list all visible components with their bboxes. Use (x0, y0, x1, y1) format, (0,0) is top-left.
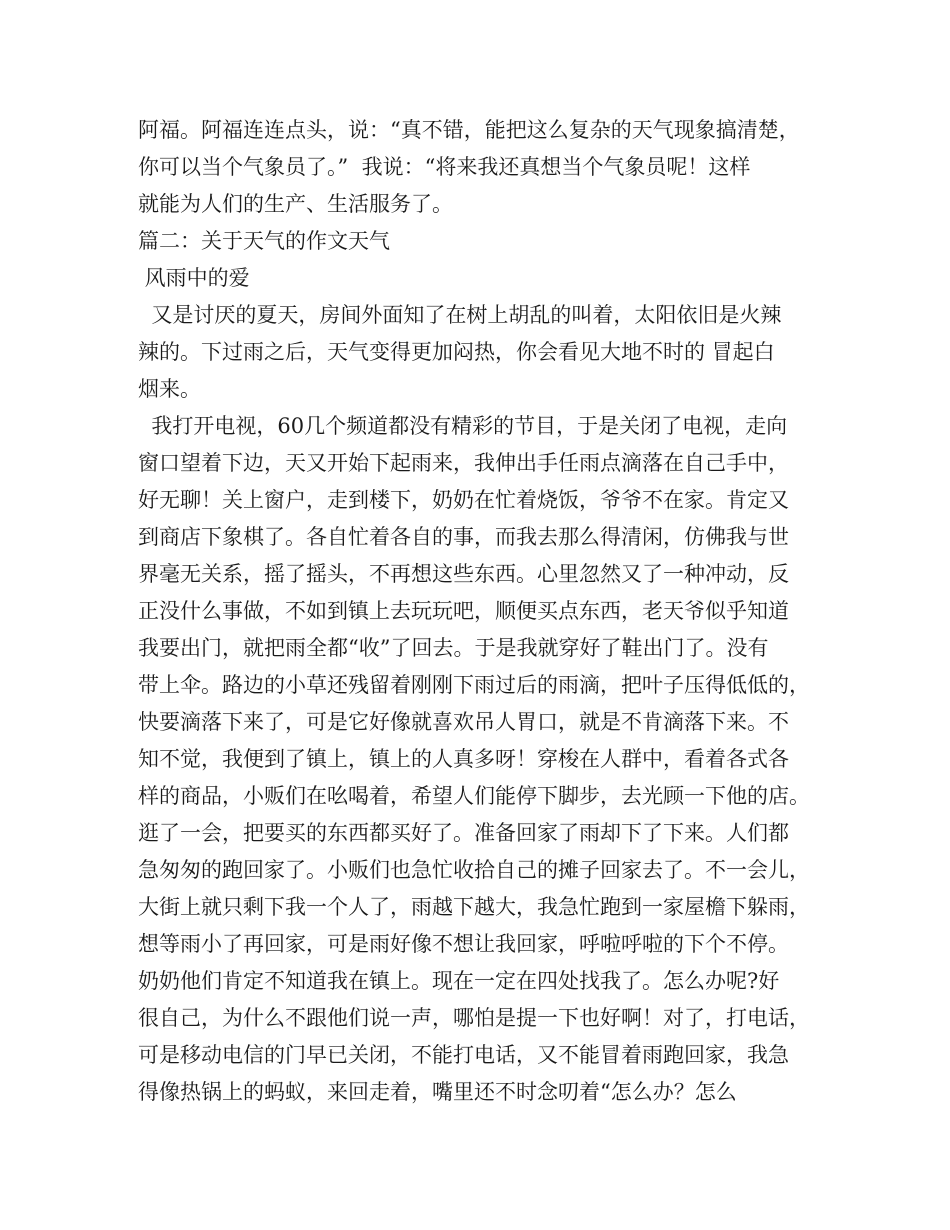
text-line: 大街上就只剩下我一个人了，雨越下越大，我急忙跑到一家屋檐下躲雨， (138, 895, 810, 919)
text-line: 很自己，为什么不跟他们说一声，哪怕是提一下也好啊！对了，打电话， (138, 1006, 810, 1030)
section-heading: 篇二：关于天气的作文天气 (138, 229, 390, 253)
text-line: 你可以当个气象员了。” 我说：“将来我还真想当个气象员呢！这样 (138, 155, 751, 179)
text-line: 到商店下象棋了。各自忙着各自的事，而我去那么得清闲，仿佛我与世 (138, 525, 789, 549)
text-line: 烟来。 (138, 377, 201, 401)
text-line: 我要出门，就把雨全都“收”了回去。于是我就穿好了鞋出门了。没有 (138, 636, 769, 660)
body-text (138, 112, 818, 1111)
text-line: 逛了一会，把要买的东西都买好了。准备回家了雨却下了下来。人们都 (138, 821, 789, 845)
text-line: 就能为人们的生产、生活服务了。 (138, 192, 453, 216)
text-line: 带上伞。路边的小草还残留着刚刚下雨过后的雨滴，把叶子压得低低的， (138, 673, 810, 697)
text-line: 想等雨小了再回家，可是雨好像不想让我回家，呼啦呼啦的下个不停。 (138, 932, 789, 956)
text-line: 得像热锅上的蚂蚁，来回走着，嘴里还不时念叨着“怎么办？怎么 (138, 1080, 737, 1104)
text-line: 我打开电视，60几个频道都没有精彩的节目，于是关闭了电视，走向 (138, 414, 788, 438)
article-title: 风雨中的爱 (138, 266, 250, 290)
text-line: 可是移动电信的门早已关闭，不能打电话，又不能冒着雨跑回家，我急 (138, 1043, 789, 1067)
text-line: 急匆匆的跑回家了。小贩们也急忙收拾自己的摊子回家去了。不一会儿， (138, 858, 810, 882)
text-line: 又是讨厌的夏天，房间外面知了在树上胡乱的叫着，太阳依旧是火辣 (138, 303, 782, 327)
text-line: 快要滴落下来了，可是它好像就喜欢吊人胃口，就是不肯滴落下来。不 (138, 710, 789, 734)
text-line: 阿福。阿福连连点头，说：“真不错，能把这么复杂的天气现象搞清楚， (138, 118, 800, 142)
text-line: 窗口望着下边，天又开始下起雨来，我伸出手任雨点滴落在自己手中， (138, 451, 789, 475)
text-line: 好无聊！关上窗户，走到楼下，奶奶在忙着烧饭，爷爷不在家。肯定又 (138, 488, 789, 512)
text-line: 奶奶他们肯定不知道我在镇上。现在一定在四处找我了。怎么办呢?好 (138, 969, 780, 993)
text-line: 界毫无关系，摇了摇头，不再想这些东西。心里忽然又了一种冲动，反 (138, 562, 789, 586)
text-line: 辣的。下过雨之后，天气变得更加闷热，你会看见大地不时的 冒起白 (138, 340, 775, 364)
text-line: 正没什么事做，不如到镇上去玩玩吧，顺便买点东西，老天爷似乎知道 (138, 599, 789, 623)
text-line: 样的商品，小贩们在吆喝着，希望人们能停下脚步，去光顾一下他的店。 (138, 784, 810, 808)
text-line: 知不觉，我便到了镇上，镇上的人真多呀！穿梭在人群中，看着各式各 (138, 747, 789, 771)
